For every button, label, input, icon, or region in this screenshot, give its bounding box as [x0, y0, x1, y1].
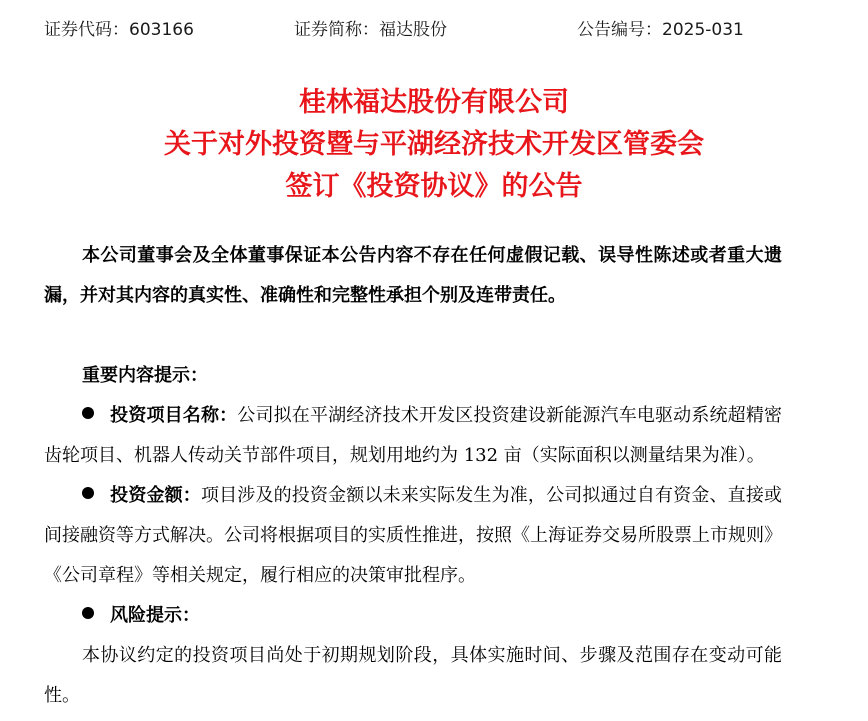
document-body [44, 236, 782, 716]
bullet-dot-icon [82, 407, 94, 419]
key-points-heading: 重要内容提示： [82, 365, 208, 386]
bullet-label: 投资项目名称： [110, 405, 238, 426]
spacer [44, 316, 782, 356]
document-header [0, 18, 868, 42]
bullet-dot-icon [82, 487, 94, 499]
bullet-dot-icon [82, 607, 94, 619]
stock-abbreviation: 证券简称：福达股份 [294, 20, 447, 40]
bullet-text: 项目涉及的投资金额以未来实际发生为准，公司拟通过自有资金、直接或间接融资等方式解决。公司将根据项目的实质性推进，按照《上海证券交易所股票上市规则》《公司章程》等相关规定，履行相应的决策审批程序。 [44, 485, 783, 586]
title-line-subject: 关于对外投资暨与平湖经济技术开发区管委会 [164, 129, 704, 160]
announcement-title [0, 82, 868, 208]
title-line-company: 桂林福达股份有限公司 [299, 87, 569, 118]
risk-paragraph: 本协议约定的投资项目尚处于初期规划阶段，具体实施时间、步骤及范围存在变动可能性。 [44, 645, 782, 706]
announcement-number: 公告编号：2025-031 [577, 20, 744, 40]
bullet-project-name [44, 396, 782, 476]
bullet-risk-warning [44, 596, 782, 636]
bullet-label: 风险提示： [110, 605, 200, 626]
board-statement: 本公司董事会及全体董事保证本公告内容不存在任何虚假记载、误导性陈述或者重大遗漏，并对其内容的真实性、准确性和完整性承担个别及连带责任。 [44, 245, 782, 306]
bullet-text: 公司拟在平湖经济技术开发区投资建设新能源汽车电驱动系统超精密齿轮项目、机器人传动关节部件项目，规划用地约为 132 亩（实际面积以测量结果为准）。 [44, 405, 782, 466]
title-line-agreement: 签订《投资协议》的公告 [285, 171, 583, 202]
bullet-investment-amount [44, 476, 782, 596]
stock-code: 证券代码：603166 [44, 20, 194, 40]
bullet-label: 投资金额： [110, 485, 201, 506]
